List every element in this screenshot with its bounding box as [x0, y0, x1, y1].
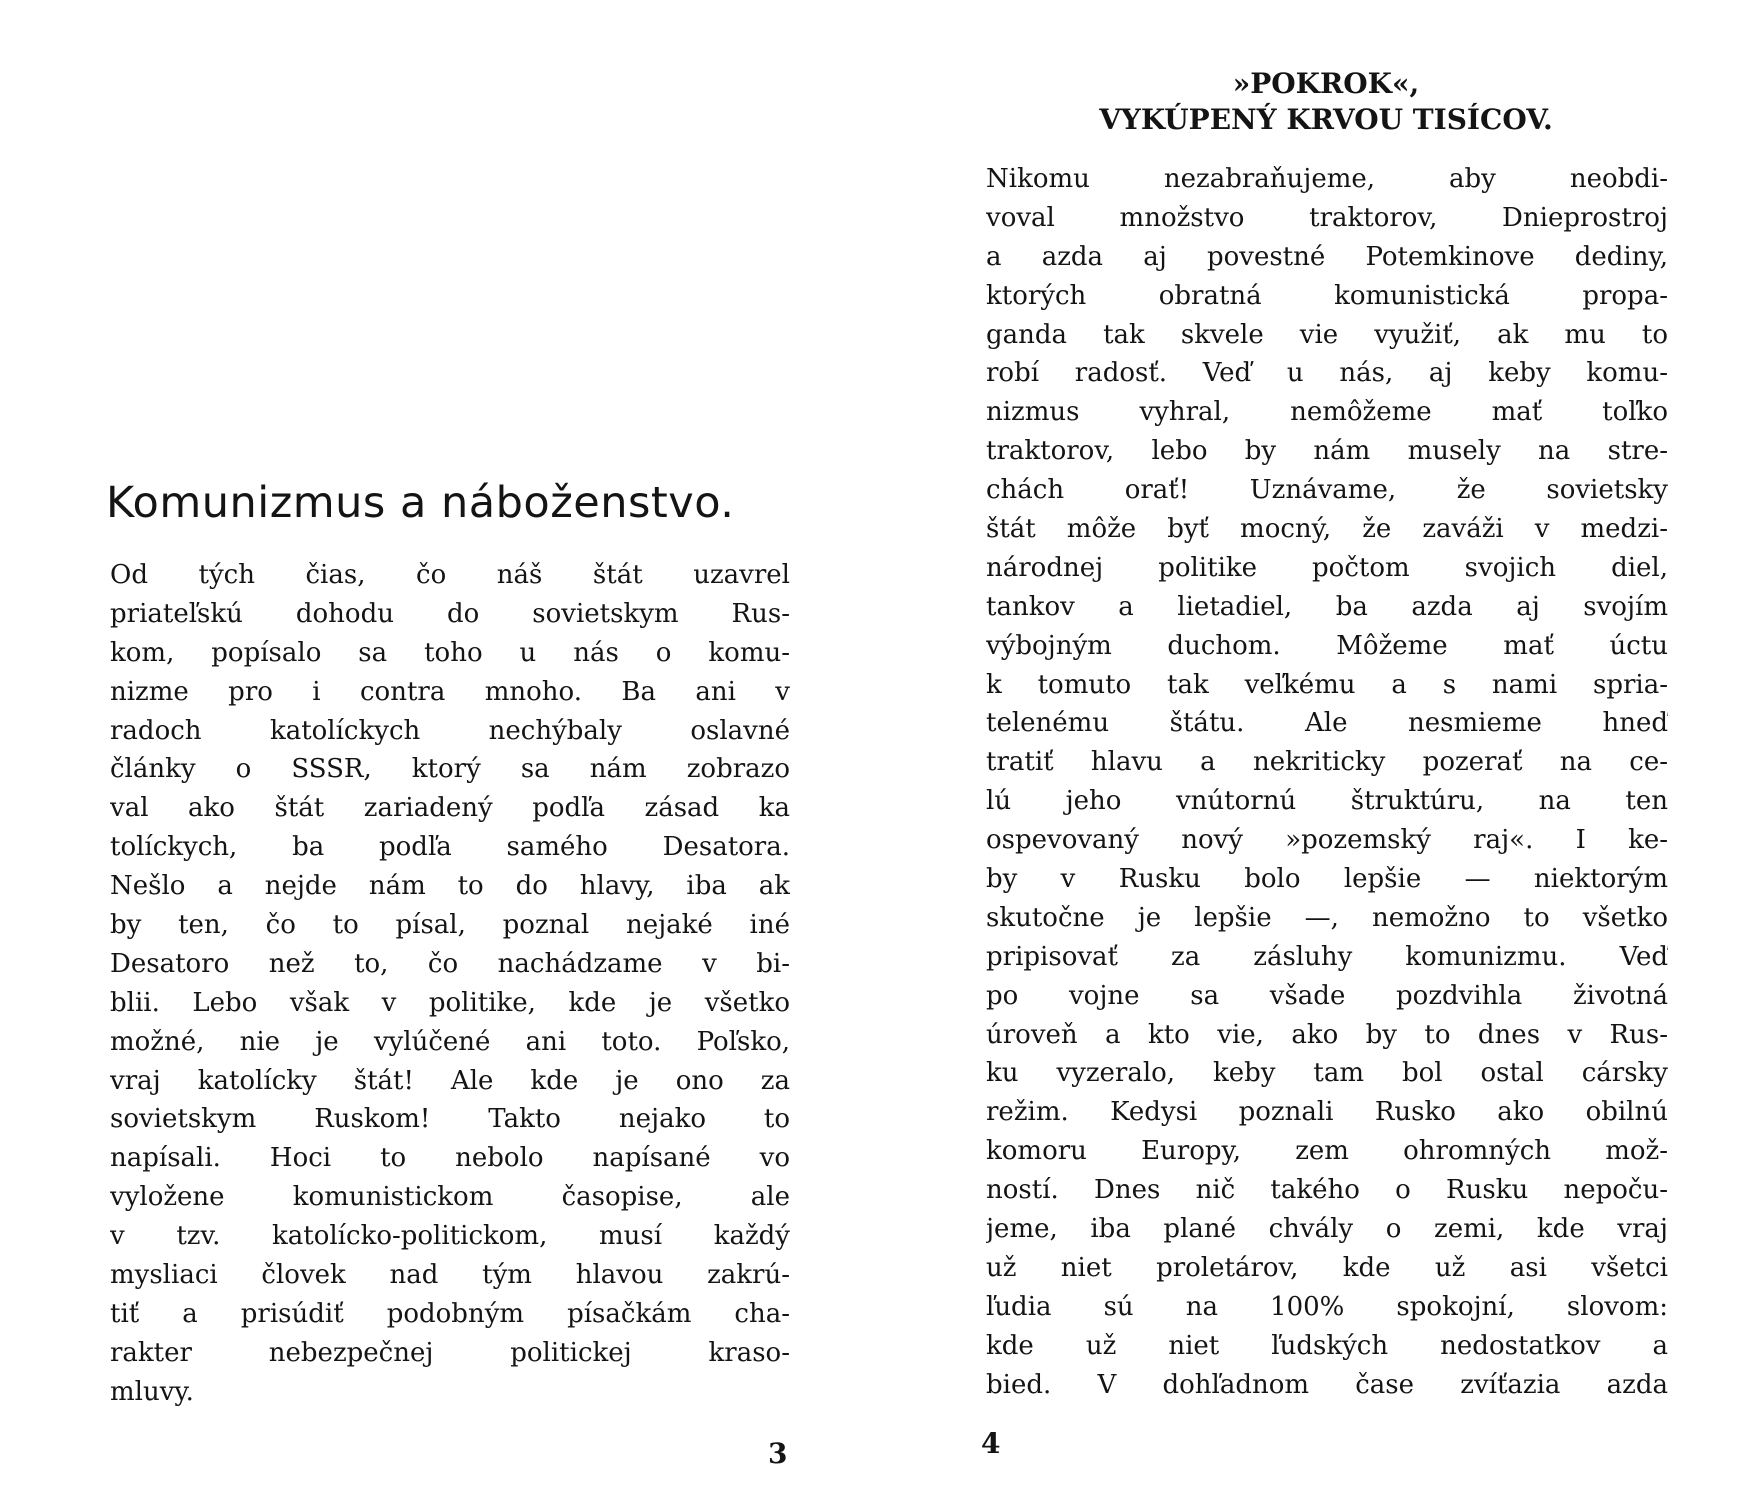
text-line: napísali. Hoci to nebolo napísané vo	[110, 1143, 790, 1174]
text-line: voval množstvo traktorov, Dnieprostroj	[986, 202, 1668, 233]
text-line: tratiť hlavu a nekriticky pozerať na ce-	[986, 747, 1668, 778]
article-heading-line-1: »POKROK«,	[1232, 67, 1420, 100]
text-line: rakter nebezpečnej politickej kraso-	[110, 1337, 790, 1368]
text-line: po vojne sa všade pozdvihla životná	[986, 980, 1668, 1011]
text-line: blii. Lebo však v politike, kde je všetko	[110, 987, 790, 1018]
left-page-body	[110, 556, 790, 1412]
text-line: ganda tak skvele vie využiť, ak mu to	[986, 319, 1668, 350]
text-line: tolíckych, ba podľa samého Desatora.	[110, 832, 790, 863]
text-line: ktorých obratná komunistická propa-	[986, 280, 1668, 311]
text-line: robí radosť. Veď u nás, aj keby komu-	[986, 358, 1668, 389]
text-line: jeme, iba plané chvály o zemi, kde vraj	[986, 1214, 1668, 1245]
text-line: radoch katolíckych nechýbaly oslavné	[110, 715, 790, 746]
page-number-left: 3	[768, 1437, 788, 1470]
text-line: ku vyzeralo, keby tam bol ostal cársky	[986, 1058, 1668, 1089]
text-line: vraj katolícky štát! Ale kde je ono za	[110, 1065, 790, 1096]
text-line: režim. Kedysi poznali Rusko ako obilnú	[986, 1097, 1668, 1128]
text-line: ľudia sú na 100% spokojní, slovom:	[986, 1291, 1668, 1322]
text-line: skutočne je lepšie —, nemožno to všetko	[986, 902, 1668, 933]
text-line: komoru Europy, zem ohromných mož-	[986, 1136, 1668, 1167]
text-line: ností. Dnes nič takého o Rusku nepoču-	[986, 1175, 1668, 1206]
text-line: Nešlo a nejde nám to do hlavy, iba ak	[110, 871, 790, 902]
text-line: Desatoro než to, čo nachádzame v bi-	[110, 948, 790, 979]
text-line: bied. V dohľadnom čase zvíťazia azda	[986, 1369, 1668, 1400]
right-page-body	[986, 160, 1668, 1405]
text-line: mysliaci človek nad tým hlavou zakrú-	[110, 1260, 790, 1291]
page-number-right: 4	[981, 1427, 1001, 1460]
text-line: by ten, čo to písal, poznal nejaké iné	[110, 910, 790, 941]
text-line: priateľskú dohodu do sovietskym Rus-	[110, 598, 790, 629]
article-heading	[946, 66, 1706, 138]
text-line: mluvy.	[110, 1376, 194, 1407]
text-line: tankov a lietadiel, ba azda aj svojím	[986, 591, 1668, 622]
text-line: národnej politike počtom svojich diel,	[986, 552, 1668, 583]
text-line: úroveň a kto vie, ako by to dnes v Rus-	[986, 1019, 1668, 1050]
text-line: chách orať! Uznávame, že sovietsky	[986, 475, 1668, 506]
text-line: výbojným duchom. Môžeme mať úctu	[986, 630, 1668, 661]
text-line: pripisovať za zásluhy komunizmu. Veď	[986, 941, 1668, 972]
text-line: už niet proletárov, kde už asi všetci	[986, 1252, 1668, 1283]
text-line: sovietskym Ruskom! Takto nejako to	[110, 1104, 790, 1135]
article-heading-line-2: VYKÚPENÝ KRVOU TISÍCOV.	[1099, 103, 1553, 136]
text-line: val ako štát zariadený podľa zásad ka	[110, 793, 790, 824]
text-line: články o SSSR, ktorý sa nám zobrazo	[110, 754, 790, 785]
text-line: traktorov, lebo by nám musely na stre-	[986, 436, 1668, 467]
text-line: by v Rusku bolo lepšie — niektorým	[986, 864, 1668, 895]
text-line: Od tých čias, čo náš štát uzavrel	[110, 560, 790, 590]
text-line: ospevovaný nový »pozemský raj«. I ke-	[986, 825, 1668, 856]
text-line: kom, popísalo sa toho u nás o komu-	[110, 637, 790, 668]
text-line: štát môže byť mocný, že zaváži v medzi-	[986, 514, 1668, 545]
text-line: vyložene komunistickom časopise, ale	[110, 1182, 790, 1213]
text-line: nizmus vyhral, nemôžeme mať toľko	[986, 397, 1668, 428]
text-line: k tomuto tak veľkému a s nami spria-	[986, 669, 1668, 700]
text-line: telenému štátu. Ale nesmieme hneď	[986, 708, 1668, 739]
text-line: kde už niet ľudských nedostatkov a	[986, 1330, 1668, 1361]
text-line: v tzv. katolícko-politickom, musí každý	[110, 1221, 790, 1252]
text-line: tiť a prisúdiť podobným písačkám cha-	[110, 1298, 790, 1329]
text-line: lú jeho vnútornú štruktúru, na ten	[986, 786, 1668, 817]
text-line: a azda aj povestné Potemkinove dediny,	[986, 241, 1668, 272]
text-line: možné, nie je vylúčené ani toto. Poľsko,	[110, 1026, 790, 1057]
text-line: nizme pro i contra mnoho. Ba ani v	[110, 676, 790, 707]
right-page	[876, 0, 1752, 1500]
chapter-heading: Komunizmus a náboženstvo.	[106, 478, 735, 528]
text-line: Nikomu nezabraňujeme, aby neobdi-	[986, 164, 1668, 194]
